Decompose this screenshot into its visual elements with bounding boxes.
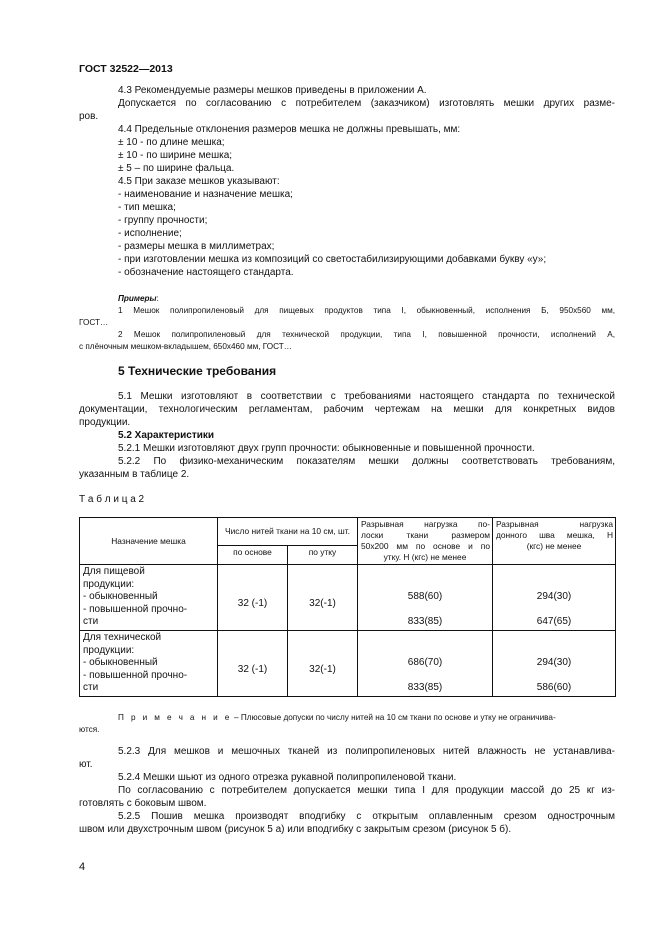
cell-warp: 32 (-1) <box>218 565 288 631</box>
heading-5-2: 5.2 Характеристики <box>118 430 215 441</box>
cell-weft: 32(-1) <box>288 565 358 631</box>
table-caption: Т а б л и ц а 2 <box>79 494 145 505</box>
example-1-cont: ГОСТ… <box>79 318 109 327</box>
deviation-width: ± 10 - по ширине мешка; <box>118 150 233 161</box>
cell-weft: 32(-1) <box>288 630 358 696</box>
order-item-1: - наименование и назначение мешка; <box>118 189 293 200</box>
para-5-1-cont: документации, технологическим регламентам, рабочим чертежам на мешки для конкретных видов <box>79 404 615 415</box>
para-5-2-1: 5.2.1 Мешки изготовляют двух групп прочности: обыкновенные и повышенной прочности. <box>118 443 535 454</box>
para-5-1: 5.1 Мешки изготовляют в соответствии с требованиями настоящего стандарта по технической <box>118 391 615 402</box>
order-item-4: - исполнение; <box>118 228 182 239</box>
order-item-6: - при изготовлении мешка из композиций со светостабилизирующими добавками букву «у»; <box>118 254 547 265</box>
para-5-2-2-cont: указанным в таблице 2. <box>79 469 190 480</box>
cell-seam-load: 294(30) 586(60) <box>493 630 616 696</box>
cell-seam-load: 294(30) 647(65) <box>493 565 616 631</box>
table-row <box>80 630 616 696</box>
example-2-cont: с плёночным мешком-вкладышем, 650х460 мм, ГОСТ… <box>79 342 292 351</box>
deviation-length: ± 10 - по длине мешка; <box>118 137 225 148</box>
th-weft: по утку <box>288 546 358 565</box>
table-note: П р и м е ч а н и е – Плюсовые допуски по числу нитей на 10 см ткани по основе и утку не ограничива- <box>118 713 556 722</box>
para-4-3-cont2: ров. <box>79 111 99 122</box>
order-item-7: - обозначение настоящего стандарта. <box>118 267 294 278</box>
page-number: 4 <box>79 861 86 873</box>
th-seam-load: Разрывная нагрузка донного шва мешка, Н (кгс) не менее <box>493 518 616 565</box>
cell-purpose: Для технической продукции: - обыкновенный - повышенной прочно- сти <box>80 630 218 696</box>
para-5-2-4: 5.2.4 Мешки шьют из одного отрезка рукавной полипропиленовой ткани. <box>118 772 457 783</box>
para-4-3: 4.3 Рекомендуемые размеры мешков приведены в приложении А. <box>118 85 427 96</box>
th-warp: по основе <box>218 546 288 565</box>
table-row <box>80 565 616 631</box>
para-5-2-5-cont: швом или двухстрочным швом (рисунок 5 а) или вподгибку с закрытым срезом (рисунок 5 б). <box>79 824 512 835</box>
th-strip-load: Разрывная нагрузка по- лоски ткани размером 50х200 мм по основе и по утку. Н (кгс) не менее <box>358 518 493 565</box>
cell-strip-load: 588(60) 833(85) <box>358 565 493 631</box>
order-item-2: - тип мешка; <box>118 202 176 213</box>
table-2 <box>79 517 616 697</box>
cell-purpose: Для пищевой продукции: - обыкновенный - повышенной прочно- сти <box>80 565 218 631</box>
para-5-1-cont2: продукции. <box>79 417 131 428</box>
para-5-2-2: 5.2.2 По физико-механическим показателям мешки должны соответствовать требованиям, <box>118 456 615 467</box>
th-purpose: Назначение мешка <box>80 518 218 565</box>
para-5-2-3-cont: ют. <box>79 759 93 770</box>
para-4-4: 4.4 Предельные отклонения размеров мешка не должны превышать, мм: <box>118 124 461 135</box>
th-thread-count: Число нитей ткани на 10 см, шт. <box>218 518 358 546</box>
deviation-fold: ± 5 – по ширине фальца. <box>118 163 235 174</box>
para-5-2-4-b-cont: готовлять с боковым швом. <box>79 798 207 809</box>
table-header-row <box>80 518 616 546</box>
table-note-cont: ются. <box>79 725 100 734</box>
order-item-3: - группу прочности; <box>118 215 208 226</box>
para-5-2-5: 5.2.5 Пошив мешка производят вподгибку с открытым оплавленным срезом однострочным <box>118 811 615 822</box>
examples-title: Примеры: <box>118 294 159 303</box>
example-2: 2 Мешок полипропиленовый для технической продукции, типа I, повышенной прочности, исполнений А, <box>118 330 615 339</box>
standard-header: ГОСТ 32522—2013 <box>79 63 173 75</box>
cell-strip-load: 686(70) 833(85) <box>358 630 493 696</box>
para-5-2-4-b: По согласованию с потребителем допускается мешки типа I для продукции массой до 25 кг из- <box>118 785 615 796</box>
para-5-2-3: 5.2.3 Для мешков и мешочных тканей из полипропиленовых нитей влажность не устанавлива- <box>118 746 615 757</box>
order-item-5: - размеры мешка в миллиметрах; <box>118 241 275 252</box>
para-4-5: 4.5 При заказе мешков указывают: <box>118 176 280 187</box>
example-1: 1 Мешок полипропиленовый для пищевых продуктов типа I, обыкновенный, исполнения Б, 950х560 мм, <box>118 306 615 315</box>
cell-warp: 32 (-1) <box>218 630 288 696</box>
section-5-title: 5 Технические требования <box>118 364 277 378</box>
para-4-3-cont: Допускается по согласованию с потребителем (заказчиком) изготовлять мешки других разме- <box>118 98 615 109</box>
